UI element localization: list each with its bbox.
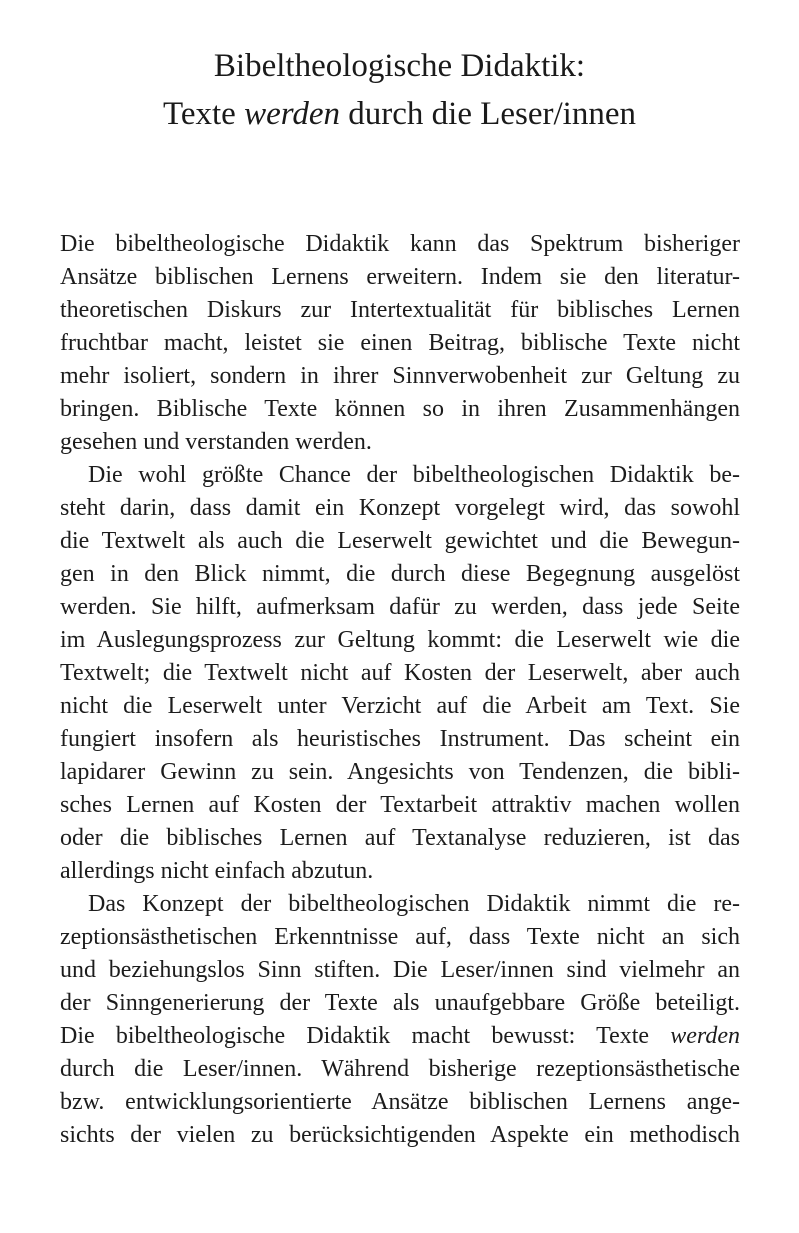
text-line: Die bibeltheologische Didaktik kann das Spektrum bisheriger [60, 231, 740, 257]
title-line2-after: durch die Leser/innen [340, 96, 636, 132]
text-line: sches Lernen auf Kosten der Textarbeit attraktiv machen wollen [60, 792, 740, 818]
emphasis-line-before: Die bibeltheologische Didaktik macht bewusst: Texte [60, 1023, 671, 1049]
text-line: der Sinngenerierung der Texte als unaufgebbare Größe beteiligt. [60, 990, 740, 1016]
text-line: oder die biblisches Lernen auf Textanalyse reduzieren, ist das [60, 825, 740, 851]
text-line: durch die Leser/innen. Während bisherige rezeptionsästhetische [60, 1056, 740, 1082]
text-line: sichts der vielen zu berücksichtigenden Aspekte ein methodisch [60, 1122, 740, 1148]
text-line: lapidarer Gewinn zu sein. Angesichts von Tendenzen, die bibli- [60, 759, 740, 785]
text-line: fruchtbar macht, leistet sie einen Beitrag, biblische Texte nicht [60, 330, 740, 356]
text-line: Textwelt; die Textwelt nicht auf Kosten der Leserwelt, aber auch [60, 660, 740, 686]
text-line: mehr isoliert, sondern in ihrer Sinnverwobenheit zur Geltung zu [60, 363, 740, 389]
text-line: nicht die Leserwelt unter Verzicht auf die Arbeit am Text. Sie [60, 693, 740, 719]
text-line: bringen. Biblische Texte können so in ihren Zusammenhängen [60, 396, 740, 422]
text-line: steht darin, dass damit ein Konzept vorgelegt wird, das sowohl [60, 495, 740, 521]
text-line: Das Konzept der bibeltheologischen Didaktik nimmt die re- [88, 891, 740, 917]
paragraph-2 [60, 459, 740, 888]
paragraph-3 [60, 888, 740, 1152]
text-line: im Auslegungsprozess zur Geltung kommt: die Leserwelt wie die [60, 627, 740, 653]
paragraph-1 [60, 228, 740, 459]
text-line: Die wohl größte Chance der bibeltheologischen Didaktik be- [88, 462, 740, 488]
text-line: Ansätze biblischen Lernens erweitern. Indem sie den literatur- [60, 264, 740, 290]
text-line: und beziehungslos Sinn stiften. Die Leser/innen sind vielmehr an [60, 957, 740, 983]
chapter-title-line-1 [0, 44, 799, 88]
text-line: theoretischen Diskurs zur Intertextualität für biblisches Lernen [60, 297, 740, 323]
text-line: die Textwelt als auch die Leserwelt gewichtet und die Bewegun- [60, 528, 740, 554]
text-line: allerdings nicht einfach abzutun. [60, 858, 374, 884]
text-line: fungiert insofern als heuristisches Instrument. Das scheint ein [60, 726, 740, 752]
body-text [60, 228, 740, 1152]
text-line: gesehen und verstanden werden. [60, 429, 372, 455]
title-line2-before: Texte [163, 96, 245, 132]
text-line: gen in den Blick nimmt, die durch diese Begegnung ausgelöst [60, 561, 740, 587]
text-line: zeptionsästhetischen Erkenntnisse auf, dass Texte nicht an sich [60, 924, 740, 950]
text-line-emphasis [60, 1020, 740, 1053]
title-line1: Bibeltheologische Didaktik: [213, 48, 586, 84]
text-line: bzw. entwicklungsorientierte Ansätze biblischen Lernens ange- [60, 1089, 740, 1115]
text-line: werden. Sie hilft, aufmerksam dafür zu werden, dass jede Seite [60, 594, 740, 620]
emphasis-word: werden [670, 1023, 740, 1049]
chapter-title-line-2 [0, 92, 799, 136]
title-emphasis: werden [244, 96, 341, 132]
